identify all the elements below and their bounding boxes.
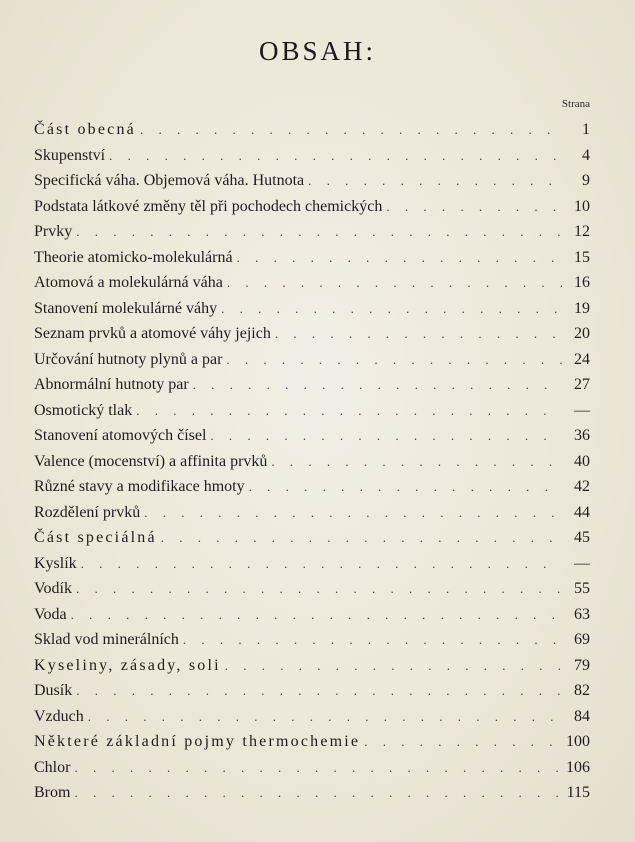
toc-entry-label: Kyslík: [34, 554, 77, 572]
dot-leader: [74, 780, 562, 806]
page-title: OBSAH:: [258, 36, 377, 66]
dot-leader: [386, 194, 562, 220]
toc-entry-label: Určování hutnoty plynů a par: [34, 350, 223, 368]
toc-entry-page-number: 24: [574, 350, 590, 368]
dot-leader: [74, 755, 562, 781]
dot-leader: [249, 474, 562, 500]
dot-leader: [144, 500, 562, 526]
toc-entry-label: Valence (mocenství) a affinita prvků: [34, 452, 268, 470]
toc-entry-page-number: 69: [574, 631, 590, 648]
toc-entry-page-number: 12: [574, 223, 590, 240]
toc-entry-page-number: 1: [582, 121, 590, 138]
toc-entry-page-number: 45: [574, 529, 590, 546]
toc-entry: [34, 704, 590, 730]
toc-entry-page-number: 82: [574, 682, 590, 699]
dot-leader: [76, 678, 562, 704]
dot-leader: [271, 449, 562, 475]
toc-entry-label: Část speciálná: [34, 529, 157, 546]
toc-entry: [34, 270, 590, 296]
toc-entry-label: Rozdělení prvků: [34, 503, 141, 521]
toc-entry: [34, 551, 590, 577]
toc-entry-page-number: 44: [574, 503, 590, 521]
toc-entry: [34, 143, 590, 169]
toc-entry: [34, 474, 590, 500]
dot-leader: [227, 270, 562, 296]
toc-entry-label: Některé základní pojmy thermochemie: [34, 733, 361, 750]
toc-entry: [34, 627, 590, 653]
toc-entry-page-number: 100: [566, 733, 590, 750]
toc-entry-label: Seznam prvků a atomové váhy jejich: [34, 325, 271, 342]
dot-leader: [221, 296, 562, 322]
table-of-contents: [34, 117, 590, 806]
toc-entry-page-number: 115: [566, 784, 590, 801]
toc-entry-label: Různé stavy a modifikace hmoty: [34, 478, 245, 495]
toc-entry-label: Skupenství: [34, 146, 106, 164]
toc-entry: [34, 678, 590, 704]
dot-leader: [88, 704, 562, 730]
toc-entry: [34, 576, 590, 602]
toc-entry: [34, 347, 590, 373]
dot-leader: [183, 627, 562, 653]
toc-entry-page-number: —: [574, 554, 590, 572]
toc-entry: [34, 245, 590, 271]
toc-entry: [34, 372, 590, 398]
toc-entry-label: Specifická váha. Objemová váha. Hutnota: [34, 172, 305, 189]
toc-entry: [34, 296, 590, 322]
page-column-header: Strana: [561, 98, 590, 110]
toc-entry-page-number: —: [574, 401, 590, 419]
toc-entry-page-number: 19: [574, 299, 590, 317]
toc-entry-page-number: 40: [574, 452, 590, 470]
dot-leader: [136, 398, 562, 424]
toc-entry: [34, 194, 590, 220]
dot-leader: [140, 117, 562, 143]
toc-entry-page-number: 4: [582, 146, 590, 164]
dot-leader: [109, 143, 562, 169]
dot-leader: [81, 551, 562, 577]
toc-entry-page-number: 16: [574, 274, 590, 291]
dot-leader: [237, 245, 562, 271]
toc-entry: [34, 500, 590, 526]
toc-entry-page-number: 36: [574, 427, 590, 444]
toc-entry-label: Prvky: [34, 223, 73, 240]
toc-entry-page-number: 79: [574, 656, 590, 674]
toc-entry-label: Dusík: [34, 682, 73, 699]
toc-entry-page-number: 10: [574, 197, 590, 215]
toc-entry-label: Atomová a molekulárná váha: [34, 274, 223, 291]
toc-entry-label: Podstata látkové změny těl při pochodech chemických: [34, 197, 383, 215]
toc-entry-label: Stanovení atomových čísel: [34, 427, 207, 444]
toc-entry: [34, 653, 590, 679]
toc-entry: [34, 398, 590, 424]
toc-entry-label: Osmotický tlak: [34, 401, 133, 419]
toc-entry: [34, 219, 590, 245]
toc-entry-page-number: 20: [574, 325, 590, 342]
toc-entry: [34, 525, 590, 551]
toc-entry-label: Sklad vod minerálních: [34, 631, 179, 648]
dot-leader: [210, 423, 562, 449]
toc-entry: [34, 449, 590, 475]
toc-entry-label: Brom: [34, 784, 71, 801]
dot-leader: [76, 576, 562, 602]
toc-entry: [34, 602, 590, 628]
toc-entry-label: Kyseliny, zásady, soli: [34, 656, 221, 674]
dot-leader: [225, 653, 562, 679]
dot-leader: [76, 219, 562, 245]
toc-entry-page-number: 55: [574, 580, 590, 597]
toc-entry-label: Vodík: [34, 580, 72, 597]
toc-entry-label: Voda: [34, 605, 67, 623]
toc-entry: [34, 729, 590, 755]
toc-entry: [34, 117, 590, 143]
toc-entry-page-number: 15: [574, 248, 590, 266]
toc-entry-page-number: 84: [574, 707, 590, 725]
dot-leader: [71, 602, 562, 628]
toc-entry-label: Chlor: [34, 758, 71, 776]
toc-entry-label: Theorie atomicko-molekulárná: [34, 248, 233, 266]
toc-entry: [34, 423, 590, 449]
toc-entry-page-number: 27: [574, 376, 590, 393]
toc-entry: [34, 780, 590, 806]
toc-entry-label: Stanovení molekulárné váhy: [34, 299, 218, 317]
dot-leader: [275, 321, 562, 347]
toc-entry-page-number: 63: [574, 605, 590, 623]
dot-leader: [226, 347, 562, 373]
toc-entry-page-number: 106: [566, 758, 590, 776]
dot-leader: [364, 729, 562, 755]
dot-leader: [193, 372, 562, 398]
dot-leader: [308, 168, 562, 194]
toc-entry-page-number: 9: [582, 172, 590, 189]
dot-leader: [161, 525, 562, 551]
toc-entry-label: Vzduch: [34, 707, 84, 725]
toc-entry-label: Abnormální hutnoty par: [34, 376, 189, 393]
toc-entry: [34, 168, 590, 194]
toc-entry: [34, 755, 590, 781]
toc-entry-page-number: 42: [574, 478, 590, 495]
toc-entry-label: Část obecná: [34, 121, 136, 138]
toc-entry: [34, 321, 590, 347]
